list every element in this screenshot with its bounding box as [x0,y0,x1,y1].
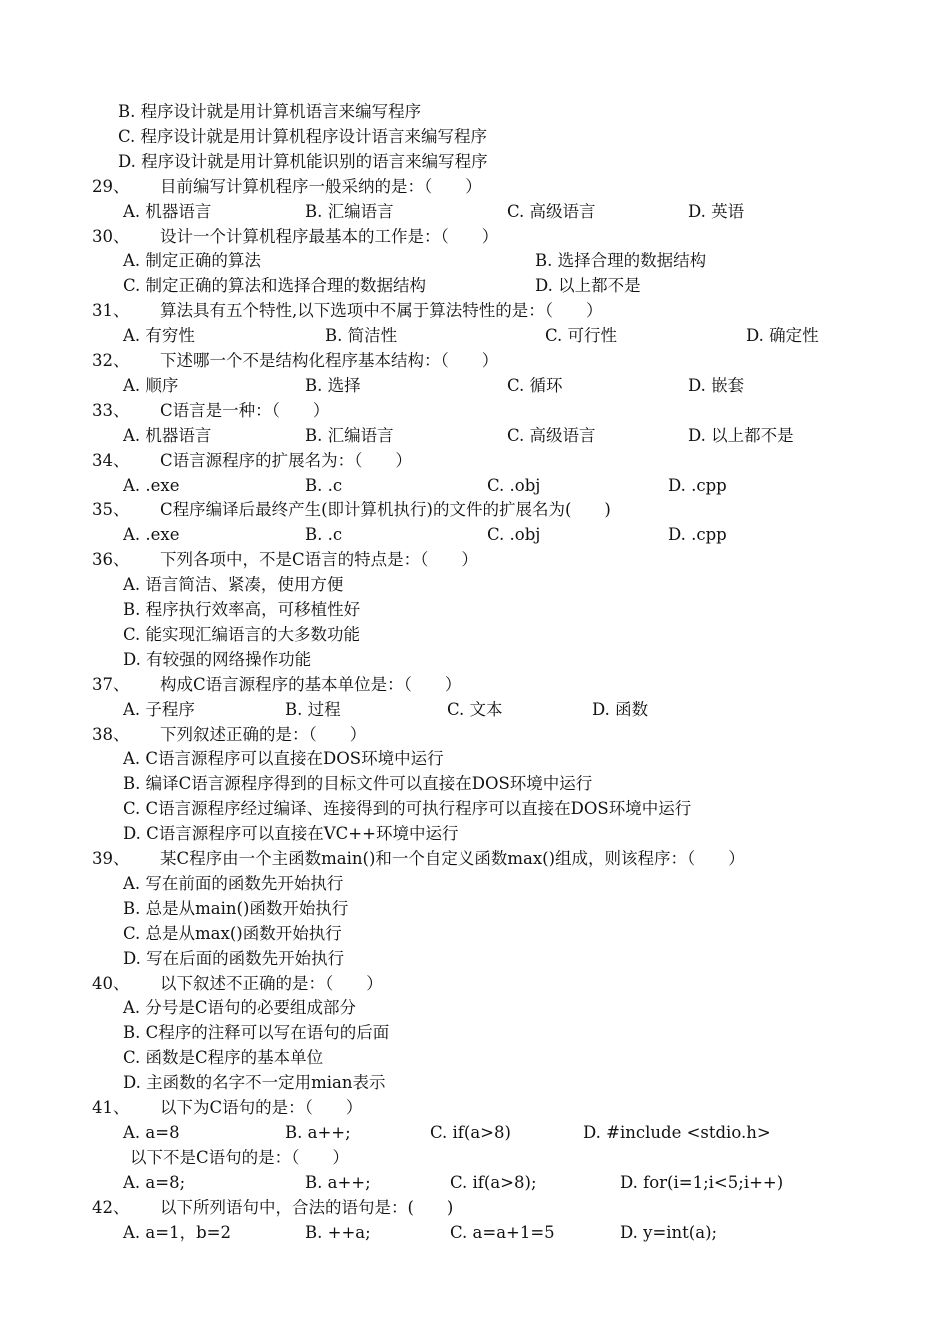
option-text: A. C语言源程序可以直接在DOS环境中运行 [123,749,444,769]
option-text: A. a=1，b=2 [123,1222,231,1242]
option-text: C. 制定正确的算法和选择合理的数据结构 [123,276,427,296]
option-text: A. 顺序 [123,375,179,395]
question-number: 35、 [92,500,130,520]
option-text: B. 简洁性 [325,326,398,346]
option-text: B. C程序的注释可以写在语句的后面 [123,1023,390,1043]
question-number: 33、 [92,400,130,420]
question-text: 下列各项中，不是C语言的特点是：（ ） [160,550,478,570]
option-text: C. if(a>8) [430,1122,511,1142]
question-text: 构成C语言源程序的基本单位是：（ ） [160,674,462,694]
option-text: D. 有较强的网络操作功能 [123,649,312,669]
option-text: A. 机器语言 [123,425,212,445]
option-text: A. 写在前面的函数先开始执行 [123,873,344,893]
option-text: B. 总是从main()函数开始执行 [123,898,349,918]
question-number: 29、 [92,176,130,196]
option-text: B. 过程 [285,699,341,719]
question-number: 32、 [92,351,130,370]
question-number: 37、 [92,674,130,694]
option-text: B. 汇编语言 [305,425,394,445]
question-text: 某C程序由一个主函数main()和一个自定义函数max()组成，则该程序：（ ） [160,849,745,868]
option-text: C. 能实现汇编语言的大多数功能 [123,624,361,644]
question-number: 36、 [92,550,130,570]
option-text: D. 嵌套 [688,375,745,395]
option-text: C. a=a+1=5 [450,1222,555,1242]
option-text: A. a=8 [123,1122,180,1142]
option-text: B. 汇编语言 [305,201,394,221]
option-text: B. .c [305,475,343,495]
option-text: C. 高级语言 [507,201,596,221]
question-number: 38、 [92,724,130,744]
question-text: 下列叙述正确的是：（ ） [160,724,367,744]
option-text: D. #include <stdio.h> [583,1122,771,1142]
option-text: A. 子程序 [123,699,195,719]
option-text: D. 主函数的名字不一定用mian表示 [123,1073,386,1093]
option-text: A. 机器语言 [123,201,212,221]
question-number: 41、 [92,1098,130,1117]
question-number: 40、 [92,973,130,993]
option-text: D. 程序设计就是用计算机能识别的语言来编写程序 [118,151,488,171]
option-text: B. a++; [285,1122,351,1142]
option-text: A. .exe [123,525,180,545]
question-text: 以下所列语句中，合法的语句是：( ) [160,1197,454,1217]
question-number: 42、 [92,1197,130,1217]
option-text: C. 高级语言 [507,425,596,445]
option-text: B. ++a; [305,1222,371,1242]
option-text: B. 程序执行效率高，可移植性好 [123,600,361,619]
option-text: D. 英语 [688,201,745,221]
option-text: C. if(a>8); [450,1172,537,1192]
option-text: C. 总是从max()函数开始执行 [123,923,342,943]
option-text: D. y=int(a); [620,1222,718,1242]
option-text: C. 程序设计就是用计算机程序设计语言来编写程序 [118,126,488,146]
option-text: A. 有穷性 [123,326,195,346]
option-text: A. .exe [123,475,180,495]
question-number: 31、 [92,301,130,321]
option-text: A. 语言简洁、紧凑，使用方便 [123,575,344,595]
question-number: 34、 [92,450,130,470]
option-text: D. 以上都不是 [688,425,794,445]
option-text: B. 选择 [305,375,361,395]
question-text: 以下不是C语句的是：（ ） [130,1147,349,1167]
option-text: C. 循环 [507,375,563,395]
question-text: 以下为C语句的是：（ ） [160,1098,363,1117]
option-text: B. 选择合理的数据结构 [535,251,707,271]
option-text: C. 函数是C程序的基本单位 [123,1048,324,1068]
option-text: C. .obj [487,475,541,495]
option-text: A. 制定正确的算法 [123,251,261,271]
option-text: D. C语言源程序可以直接在VC++环境中运行 [123,824,459,844]
option-text: D. .cpp [668,525,727,545]
question-text: C语言源程序的扩展名为：（ ） [160,450,412,470]
question-text: C语言是一种：（ ） [160,400,330,420]
question-text: C程序编译后最终产生(即计算机执行)的文件的扩展名为( ) [160,500,611,520]
option-text: D. 写在后面的函数先开始执行 [123,948,345,968]
question-number: 39、 [92,849,130,868]
option-text: D. 函数 [592,699,649,719]
option-text: D. for(i=1;i<5;i++) [620,1172,784,1192]
option-text: D. .cpp [668,475,727,495]
option-text: B. a++; [305,1172,371,1192]
question-text: 设计一个计算机程序最基本的工作是：（ ） [160,226,499,246]
option-text: D. 以上都不是 [535,276,641,296]
option-text: B. 程序设计就是用计算机语言来编写程序 [118,102,422,121]
question-text: 目前编写计算机程序一般采纳的是：（ ） [160,176,482,196]
option-text: C. 可行性 [545,326,618,346]
question-text: 算法具有五个特性,以下选项中不属于算法特性的是：（ ） [160,301,603,321]
question-text: 下述哪一个不是结构化程序基本结构：（ ） [160,351,499,370]
option-text: A. a=8; [123,1172,186,1192]
option-text: D. 确定性 [746,326,819,346]
option-text: B. .c [305,525,343,545]
option-text: B. 编译C语言源程序得到的目标文件可以直接在DOS环境中运行 [123,774,593,794]
option-text: C. C语言源程序经过编译、连接得到的可执行程序可以直接在DOS环境中运行 [123,799,692,819]
question-text: 以下叙述不正确的是：（ ） [160,973,383,993]
option-text: C. 文本 [447,699,503,719]
question-number: 30、 [92,226,130,246]
option-text: A. 分号是C语句的必要组成部分 [123,998,357,1018]
option-text: C. .obj [487,525,541,545]
